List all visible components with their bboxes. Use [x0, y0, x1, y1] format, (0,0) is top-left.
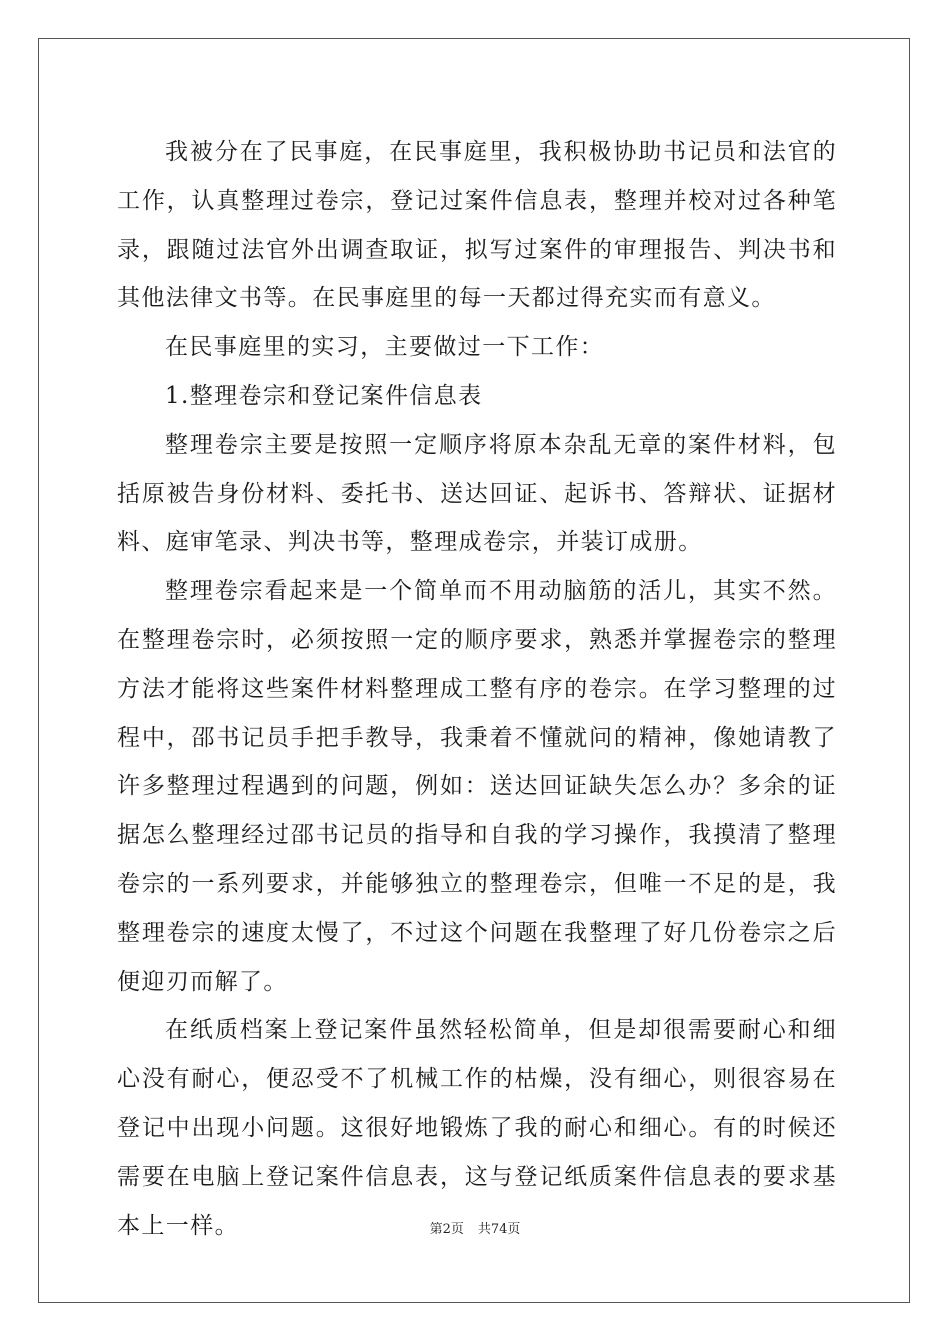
document-body: [117, 128, 837, 1250]
page-number: 第2页: [429, 1222, 464, 1237]
paragraph-organize-files: 整理卷宗主要是按照一定顺序将原本杂乱无章的案件材料，包括原被告身份材料、委托书、送达回证、起诉书、答辩状、证据材料、庭审笔录、判决书等，整理成卷宗，并装订成册。: [117, 431, 837, 556]
paragraph-civil-court: 我被分在了民事庭，在民事庭里，我积极协助书记员和法官的工作，认真整理过卷宗，登记过案件信息表，整理并校对过各种笔录，跟随过法官外出调查取证，拟写过案件的审理报告、判决书和其他法律文书等。在民事庭里的每一天都过得充实而有意义。: [117, 139, 837, 312]
paragraph-organize-process: 整理卷宗看起来是一个简单而不用动脑筋的活儿，其实不然。在整理卷宗时，必须按照一定的顺序要求，熟悉并掌握卷宗的整理方法才能将这些案件材料整理成工整有序的卷宗。在学习整理的过程中，邵书记员手把手教导，我秉着不懂就问的精神，像她请教了许多整理过程遇到的问题，例如：送达回证缺失怎么办？多余的证据怎么整理经过邵书记员的指导和自我的学习操作，我摸清了整理卷宗的一系列要求，并能够独立的整理卷宗，但唯一不足的是，我整理卷宗的速度太慢了，不过这个问题在我整理了好几份卷宗之后便迎刃而解了。: [117, 578, 837, 995]
page-footer: [0, 1218, 950, 1237]
paragraph-internship-intro: 在民事庭里的实习，主要做过一下工作：: [165, 334, 605, 361]
paragraph-register-cases: 在纸质档案上登记案件虽然轻松简单，但是却很需要耐心和细心没有耐心，便忍受不了机械工作的枯燥，没有细心，则很容易在登记中出现小问题。这很好地锻炼了我的耐心和细心。有的时候还需要在电脑上登记案件信息表，这与登记纸质案件信息表的要求基本上一样。: [117, 1017, 837, 1239]
section-heading-1: 1.整理卷宗和登记案件信息表: [165, 382, 483, 409]
page-total: 共74页: [477, 1222, 521, 1237]
